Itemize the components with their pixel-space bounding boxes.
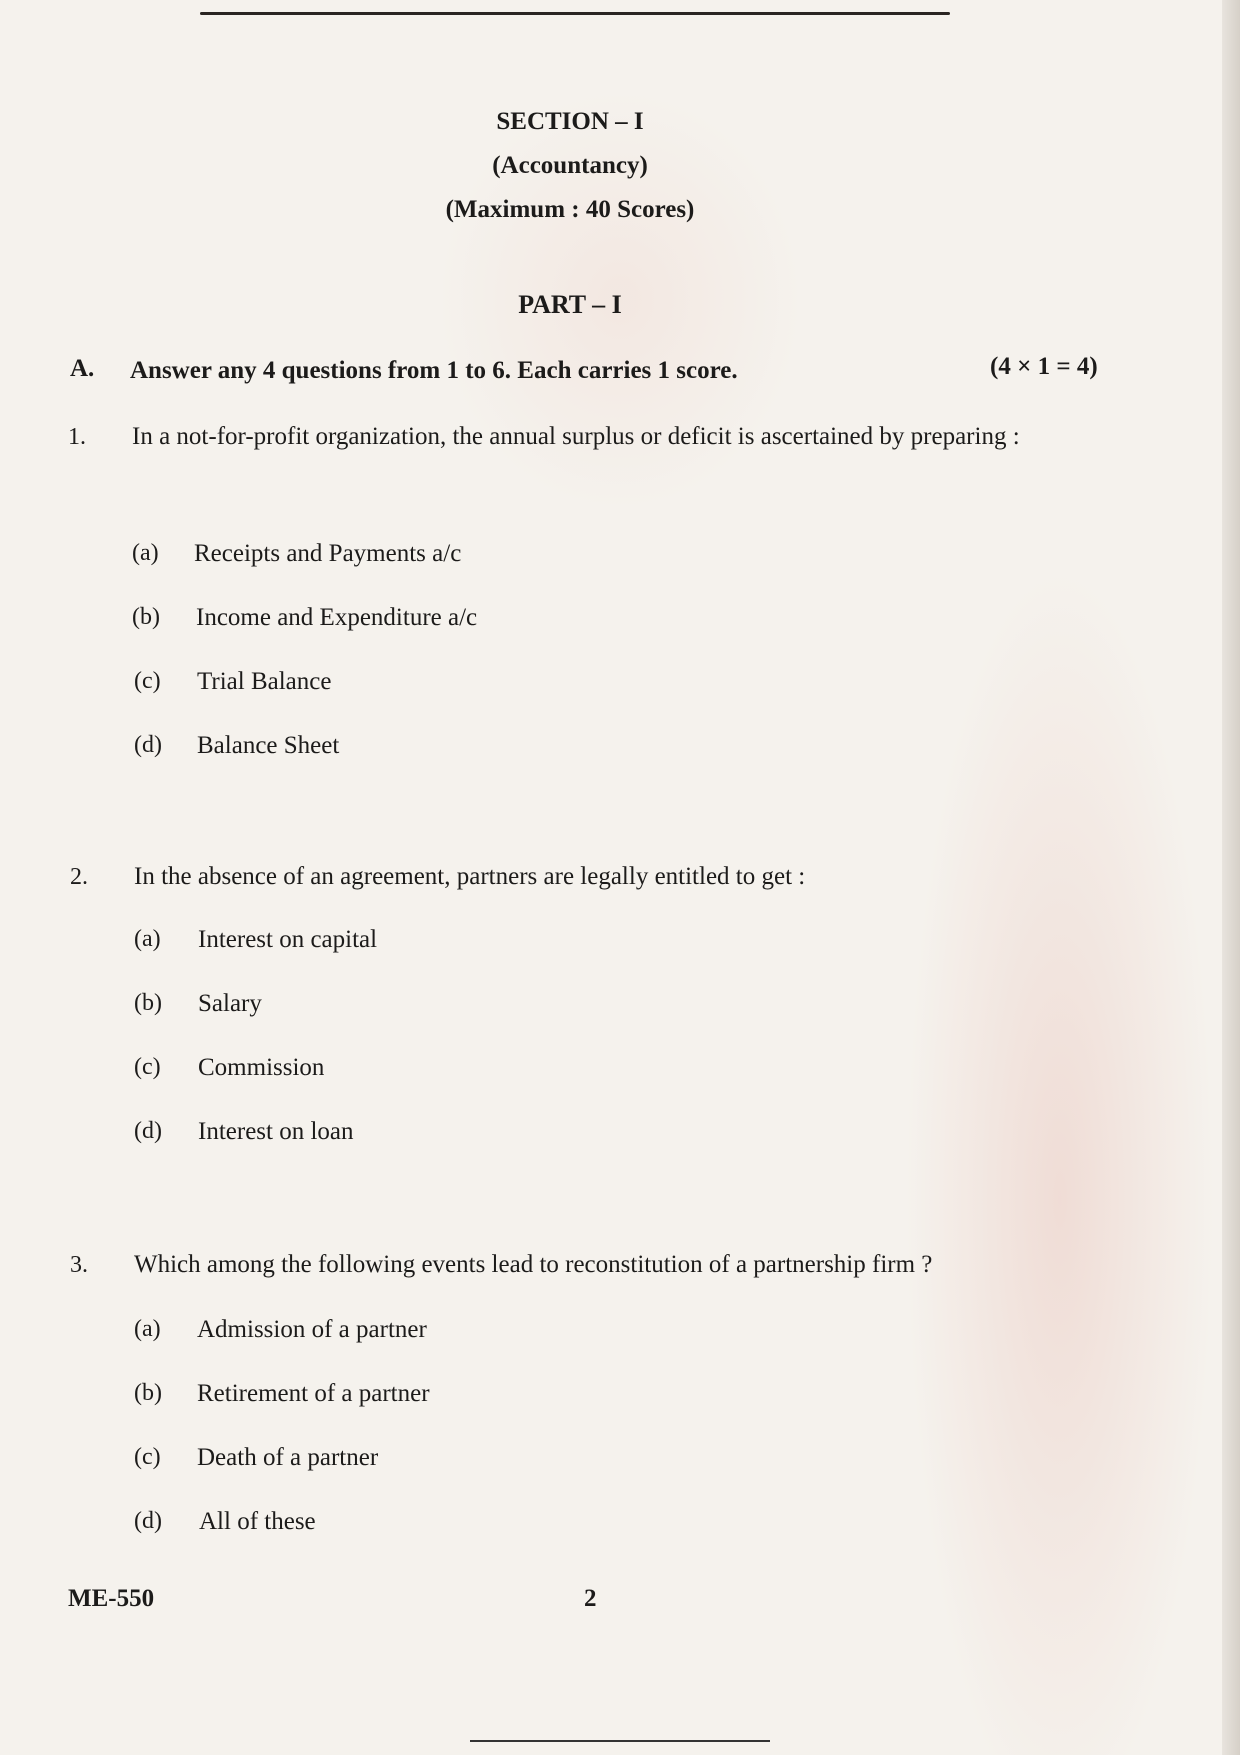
question-number: 3. [70, 1252, 88, 1278]
page-edge-shadow [1222, 0, 1240, 1755]
option-text: Balance Sheet [197, 732, 340, 759]
option-label: (b) [132, 604, 160, 630]
question-text: In a not-for-profit organization, the annual surplus or deficit is ascertained by preparing : [132, 423, 1020, 450]
option-text: Trial Balance [197, 668, 332, 695]
option-label: (b) [134, 990, 162, 1016]
option-label: (c) [134, 668, 161, 694]
option-text: Receipts and Payments a/c [194, 540, 462, 567]
instruction-label: A. [70, 355, 95, 382]
option-label: (a) [134, 926, 161, 952]
option-label: (d) [134, 1118, 162, 1144]
question-number: 1. [68, 424, 86, 450]
question-text: In the absence of an agreement, partners are legally entitled to get : [134, 863, 806, 890]
bottom-rule [470, 1740, 770, 1742]
top-rule [200, 12, 950, 15]
option-text: Salary [198, 990, 262, 1017]
part-title: PART – I [518, 290, 622, 319]
option-label: (c) [134, 1054, 161, 1080]
instruction-marks: (4 × 1 = 4) [990, 353, 1098, 380]
question-text: Which among the following events lead to reconstitution of a partnership firm ? [134, 1251, 933, 1278]
option-label: (d) [134, 1508, 162, 1534]
option-text: Retirement of a partner [197, 1380, 430, 1407]
option-text: Interest on capital [198, 926, 378, 953]
option-text: Income and Expenditure a/c [196, 604, 478, 631]
max-scores: (Maximum : 40 Scores) [445, 196, 695, 223]
section-title: SECTION – I [496, 108, 644, 135]
option-label: (a) [132, 540, 159, 566]
option-label: (b) [134, 1380, 162, 1406]
option-text: Admission of a partner [197, 1316, 427, 1343]
option-label: (c) [134, 1444, 161, 1470]
option-text: Death of a partner [197, 1444, 379, 1471]
exam-code: ME-550 [68, 1585, 155, 1612]
option-text: Commission [198, 1054, 325, 1081]
question-number: 2. [70, 864, 88, 890]
instruction-text: Answer any 4 questions from 1 to 6. Each carries 1 score. [130, 357, 738, 384]
page-number: 2 [584, 1585, 597, 1612]
option-label: (d) [134, 732, 162, 758]
option-label: (a) [134, 1316, 161, 1342]
option-text: Interest on loan [198, 1118, 354, 1145]
subject-title: (Accountancy) [492, 152, 648, 179]
option-text: All of these [199, 1508, 316, 1535]
